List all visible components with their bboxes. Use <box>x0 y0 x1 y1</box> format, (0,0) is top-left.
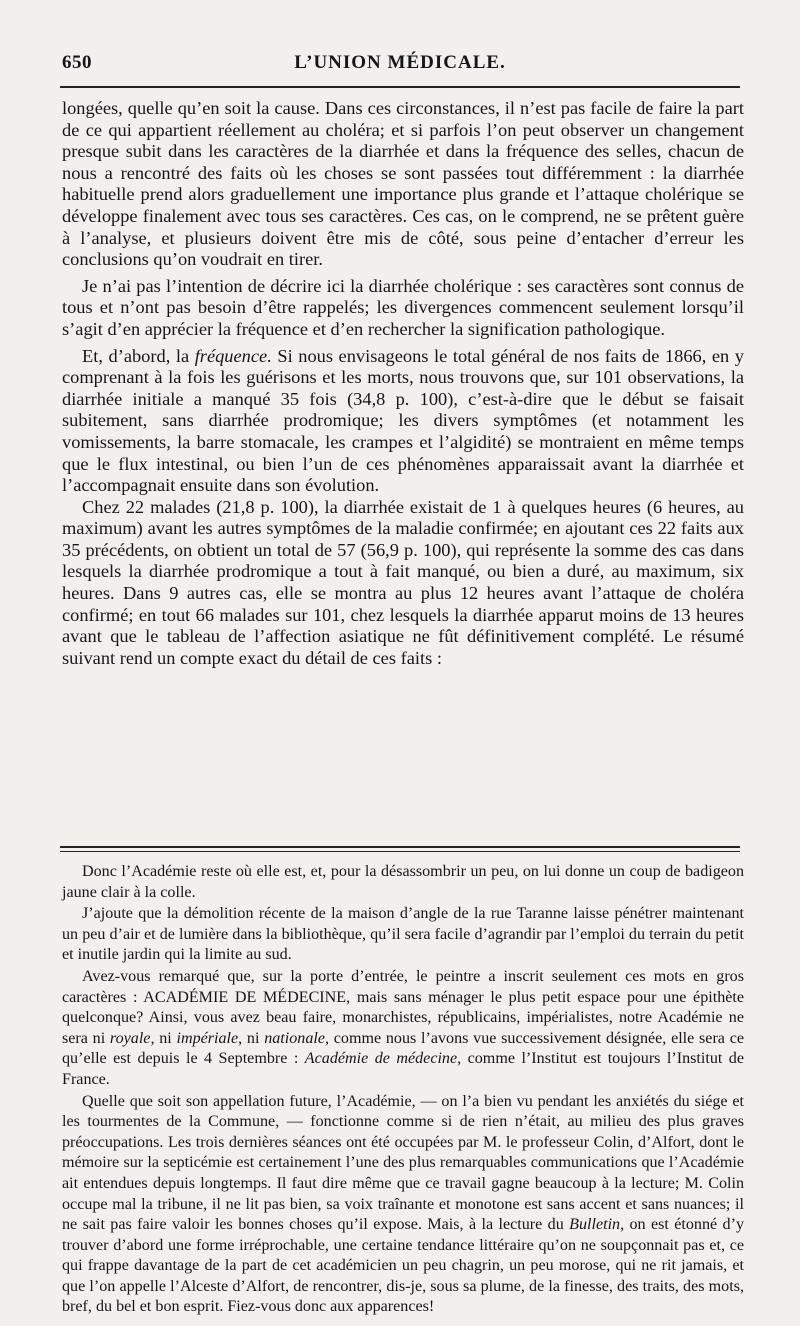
feuilleton-p3-part-c: ni <box>242 1029 260 1047</box>
paragraph-2: Je n’ai pas l’intention de décrire ici la diarrhée cholérique : ses caractères sont connus de tous et n’ont pas besoin d’être rappelés; les divergences commencent seulement lorsqu’il s’agit d’en apprécier la fréquence et d’en rechercher la signification pathologique. <box>62 275 744 339</box>
main-article <box>62 98 744 669</box>
feuilleton-p4-bulletin: Bulletin, <box>569 1216 625 1234</box>
feuilleton-section <box>62 862 744 1318</box>
feuilleton-p3-part-d: comme nous l’avons vue successivement désignée, elle sera ce qu’elle est depuis le 4 Septembre : <box>62 1029 744 1068</box>
feuilleton-p3-part-b: ni <box>154 1029 172 1047</box>
feuilleton-p3-nationale: nationale, <box>264 1029 330 1047</box>
feuilleton-p4-part-a: Quelle que soit son appellation future, l’Académie, — on l’a bien vu pendant les anxiétés du siége et les tourmentes de la Commune, — fonctionne comme si de rien n’était, au milieu des plus graves préoccupations. Les trois dernières séances ont été occupées par M. le professeur Colin, d’Alfort, dont le mémoire sur la septicémie est certainement l’une des plus remarquables communications que l’Académie ait entendues depuis longtemps. Il faut dire même que ce travail gagne beaucoup à la lecture; M. Colin occupe mal la tribune, il ne lit pas bien, sa voix traînante et monotone est sans accent et sans nuances; il ne sait pas faire valoir les bonnes choses qu’il expose. Mais, à la lecture du <box>62 1092 744 1234</box>
paragraph-3-italic: fréquence. <box>194 345 272 366</box>
paragraph-4: Chez 22 malades (21,8 p. 100), la diarrhée existait de 1 à quelques heures (6 heures, au maximum) avant les autres symptômes de la maladie confirmée; en ajoutant ces 22 faits aux 35 précédents, on obtient un total de 57 (56,9 p. 100), qui représente la somme des cas dans lesquels la diarrhée prodromique a tout à fait manqué, ou bien a duré, au maximum, six heures. Dans 9 autres cas, elle se montra au plus 12 heures avant l’attaque de choléra confirmé; en tout 66 malades sur 101, chez lesquels la diarrhée apparut moins de 13 heures avant que le tableau de l’affection asiatique ne fût définitivement complété. Le résumé suivant rend un compte exact du détail de ces faits : <box>62 496 744 668</box>
feuilleton-rule-top <box>60 846 740 848</box>
feuilleton-p3-part-a: Avez-vous remarqué que, sur la porte d’entrée, le peintre a inscrit seulement ces mots en gros caractères : ACADÉMIE DE MÉDECINE, mais sans ménager le plus petit espace pour une épithète quelconque? Ainsi, vous avez beau faire, monarchistes, républicains, impérialistes, notre Académie ne sera ni <box>62 967 744 1047</box>
feuilleton-paragraph-2: J’ajoute que la démolition récente de la maison d’angle de la rue Taranne laisse pénétrer maintenant un peu d’air et de lumière dans la bibliothèque, qu’il sera facile d’agrandir par l’emploi du terrain du petit et inutile jardin qui la limite au sud. <box>62 905 744 964</box>
paragraph-1: longées, quelle qu’en soit la cause. Dans ces circonstances, il n’est pas facile de faire la part de ce qui appartient réellement au choléra; et si parfois l’on peut observer un changement presque subit dans les caractères de la diarrhée et dans la fréquence des selles, chacun de nous a rencontré des faits où les choses se sont passées tout différemment : la diarrhée habituelle prend alors graduellement une importance plus grande et l’attaque cholérique se développe finalement avec tous ses caractères. Ces cas, on le comprend, ne se prêtent guère à l’analyse, et plusieurs doivent être mis de côté, sous peine d’entacher d’erreur les conclusions qu’on voudrait en tirer. <box>62 98 744 270</box>
feuilleton-rule-bottom <box>60 851 740 852</box>
feuilleton-paragraph-1: Donc l’Académie reste où elle est, et, pour la désassombrir un peu, on lui donne un coup de badigeon jaune clair à la colle. <box>62 863 744 901</box>
feuilleton-p4-part-b: on est étonné d’y trouver d’abord une forme irréprochable, une certaine tendance littéraire qu’on ne soupçonnait pas et, ce qui frappe davantage de la part de cet académicien un peu chagrin, un peu morose, qui ne rit jamais, et que l’on appelle l’Alceste d’Alfort, de rencontrer, dis-je, sous sa plume, de la finesse, des traits, des mots, bref, du bel et bon esprit. Fiez-vous donc aux apparences! <box>62 1216 744 1316</box>
paragraph-3-rest: Si nous envisageons le total général de nos faits de 1866, en y comprenant à la fois les guérisons et les morts, nous trouvons que, sur 101 observations, la diarrhée initiale a manqué 35 fois (34,8 p. 100), c’est-à-dire que le début se faisait subitement, sans diarrhée prodromique; les divers symptômes (et notamment les vomissements, la barre stomacale, les crampes et l’algidité) se montraient en même temps que le flux intestinal, ou bien l’un de ces phénomènes apparaissait avant la diarrhée et l’accompagnait ensuite dans son évolution. <box>62 345 744 496</box>
page-number: 650 <box>62 52 92 73</box>
header-rule <box>60 86 740 88</box>
feuilleton-paragraph-3 <box>62 967 744 1091</box>
feuilleton-p3-royale: royale, <box>109 1029 155 1047</box>
page-header <box>60 50 740 82</box>
feuilleton-p3-academie: Académie de médecine, <box>304 1050 462 1068</box>
paragraph-3 <box>62 346 744 497</box>
running-title: L’UNION MÉDICALE. <box>294 52 506 73</box>
feuilleton-p3-imperiale: impériale, <box>176 1029 243 1047</box>
paragraph-3-start: Et, d’abord, la <box>82 345 190 366</box>
feuilleton-paragraph-4 <box>62 1092 744 1319</box>
feuilleton-p3-part-e: comme l’Institut est toujours l’Institut de France. <box>62 1050 744 1088</box>
